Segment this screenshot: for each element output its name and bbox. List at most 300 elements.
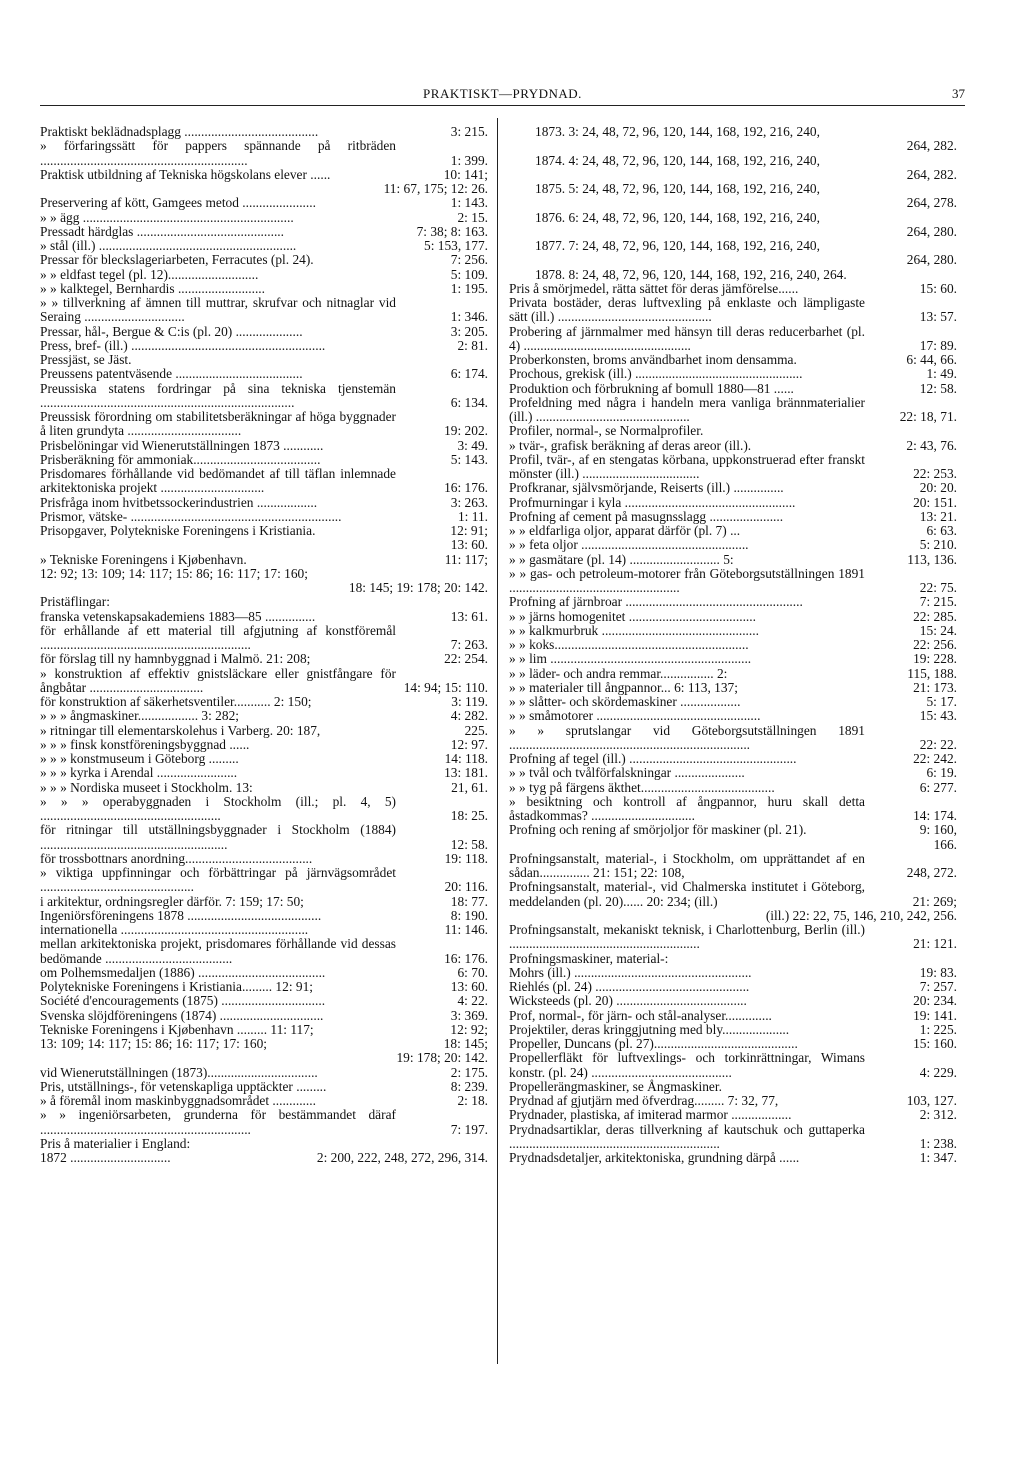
- entry-text: Profningsanstalt, material-, vid Chalmerska institutet i Göteborg, meddelanden (pl. 20)...... 20: 234; (ill.): [509, 879, 865, 909]
- entry-text: » » eldfarliga oljor, apparat därför (pl. 7) ...: [509, 523, 741, 538]
- entry-reference: 13: 60.: [450, 537, 488, 553]
- index-entry: [40, 1094, 488, 1108]
- index-entry: [40, 823, 488, 852]
- entry-reference: 248, 272.: [906, 865, 957, 880]
- index-entry: [509, 923, 957, 952]
- entry-reference: 5: 210.: [919, 537, 957, 553]
- index-entry: [40, 268, 488, 282]
- entry-reference: 103, 127.: [906, 1093, 957, 1108]
- header-rule: [40, 105, 965, 106]
- entry-text: » » småmotorer .................................................: [509, 708, 761, 724]
- index-entry: [40, 325, 488, 339]
- index-entry: [509, 1037, 957, 1051]
- entry-text: Proberkonsten, broms användbarhet inom densamma.: [509, 352, 797, 367]
- entry-reference: 2: 43, 76.: [906, 437, 957, 453]
- index-entry: [509, 496, 957, 510]
- index-entry: [509, 852, 957, 881]
- index-entry: [40, 581, 488, 595]
- year-entry: [509, 125, 957, 154]
- entry-text: Profningsanstalt, mekaniskt teknisk, i Charlottenburg, Berlin (ill.) .........................................................: [509, 922, 865, 952]
- index-entry: [509, 823, 957, 837]
- index-entry: [509, 282, 957, 296]
- entry-text: » » gasmätare (pl. 14) ........................... 5:: [509, 551, 734, 567]
- entry-reference: 18: 145;: [443, 1036, 488, 1051]
- entry-text: Profning och rening af smörjoljor för maskiner (pl. 21).: [509, 822, 807, 838]
- year-entry: [509, 239, 957, 268]
- entry-text: Prismor, vätske- ...............................................................: [40, 508, 342, 524]
- entry-reference: 13: 21.: [919, 508, 957, 524]
- entry-reference: 13: 60.: [450, 979, 488, 994]
- entry-text: Praktisk utbildning af Tekniska högskolans elever ......: [40, 166, 331, 182]
- entry-text: » stål (ill.) ...........................................................: [40, 238, 297, 253]
- entry-text: Tekniske Foreningens i Kjøbenhavn ......... 11: 117;: [40, 1021, 314, 1037]
- entry-reference: 22: 254.: [444, 651, 488, 667]
- index-entry: [509, 567, 957, 596]
- entry-text: Prof, normal-, för järn- och stål-analyser..............: [509, 1007, 772, 1023]
- entry-reference: 20: 116.: [444, 879, 488, 895]
- year-entry: [509, 154, 957, 183]
- index-entry: [40, 909, 488, 923]
- index-entry: [40, 467, 488, 496]
- index-entry: [40, 895, 488, 909]
- entry-text: Probering af järnmalmer med hänsyn till deras reducerbarhet (pl. 4) ..................................................: [509, 323, 865, 353]
- entry-text: » » gas- och petroleum-motorer från Göteborgsutställningen 1891 ...................................................: [509, 565, 865, 595]
- entry-text: » » eldfast tegel (pl. 12)...........................: [40, 266, 259, 282]
- entry-text: Pris, utställnings-, för vetenskapliga upptäckter .........: [40, 1078, 327, 1094]
- index-entry: [40, 980, 488, 994]
- entry-reference: 21: 121.: [913, 936, 957, 952]
- entry-text: » » » ångmaskiner.................. 3: 282;: [40, 708, 239, 724]
- entry-text: Profningsmaskiner, material-:: [509, 950, 669, 966]
- index-entry: [509, 367, 957, 381]
- index-entry: [40, 1023, 488, 1037]
- index-entry: [40, 667, 488, 696]
- index-entry: [40, 253, 488, 267]
- entry-reference: 8: 190.: [450, 907, 488, 923]
- index-entry: [509, 1108, 957, 1122]
- entry-reference: 1: 399.: [450, 152, 488, 168]
- entry-reference: 5: 143.: [450, 451, 488, 467]
- entry-reference: 3: 369.: [450, 1007, 488, 1023]
- entry-reference: (ill.) 22: 22, 75, 146, 210, 242, 256.: [765, 907, 957, 923]
- index-entry: [40, 496, 488, 510]
- entry-text: » förfaringssätt för pappers spännande på ritbräden ..............................................................: [40, 138, 396, 168]
- entry-reference: 15: 43.: [919, 708, 957, 724]
- entry-text: » » » Nordiska museet i Stockholm. 13:: [40, 779, 253, 795]
- entry-reference: 13: 57.: [919, 309, 957, 325]
- year-values-cont: 264, 280.: [906, 252, 957, 268]
- entry-reference: 4: 229.: [919, 1064, 957, 1080]
- entry-text: » » lim ............................................................: [509, 651, 752, 667]
- index-entry: [40, 453, 488, 467]
- entry-text: » » » operabyggnaden i Stockholm (ill.; pl. 4, 5) ......................................................: [40, 793, 396, 823]
- entry-text: om Polhemsmedaljen (1886) ......................................: [40, 964, 326, 980]
- entry-text: » » kalktegel, Bernhardis ..........................: [40, 280, 265, 296]
- year-label: 1878.: [535, 266, 566, 282]
- year-label: 1874.: [535, 152, 566, 168]
- year-label: 1873.: [535, 124, 566, 139]
- index-entry: [509, 1151, 957, 1165]
- index-entry: [40, 1108, 488, 1137]
- index-entry: [509, 681, 957, 695]
- index-entry: [509, 695, 957, 709]
- entry-reference: 166.: [933, 836, 957, 852]
- index-entry: [509, 1080, 957, 1094]
- index-entry: [40, 866, 488, 895]
- entry-text: » » » konstmuseum i Göteborg .........: [40, 751, 239, 766]
- right-entry-list: [509, 282, 957, 1166]
- entry-text: » » slåtter- och skördemaskiner ..................: [509, 694, 741, 709]
- entry-reference: 1: 49.: [926, 366, 957, 382]
- index-entry: [509, 880, 957, 909]
- entry-reference: 22: 256.: [913, 637, 957, 652]
- index-entry: [40, 1051, 488, 1065]
- entry-reference: 20: 20.: [919, 480, 957, 496]
- index-entry: [509, 1123, 957, 1152]
- entry-text: Mohrs (ill.) .....................................................: [509, 964, 752, 980]
- entry-text: Profil, tvär-, af en stengatas körbana, uppkonstruerad efter franskt mönster (ill.) ...................................: [509, 451, 865, 481]
- entry-reference: 21: 269;: [912, 893, 957, 909]
- entry-text: Profning af cement på masugnsslagg ......................: [509, 508, 784, 524]
- index-entry: [40, 724, 488, 738]
- index-entry: [40, 125, 488, 139]
- entry-reference: 6: 277.: [919, 779, 957, 795]
- entry-text: Prisberäkning för ammoniak......................................: [40, 451, 321, 467]
- index-entry: [40, 553, 488, 567]
- entry-reference: 11: 146.: [444, 922, 488, 937]
- entry-text: Preussisk förordning om stabilitetsberäkningar af höga byggnader å liten grundyta ..................................: [40, 409, 396, 439]
- index-entry: [509, 396, 957, 425]
- year-values: 6: 24, 48, 72, 96, 120, 144, 168, 192, 216, 240,: [565, 209, 820, 225]
- index-entry: [40, 524, 488, 538]
- entry-reference: 4: 282.: [450, 708, 488, 724]
- entry-reference: 5: 109.: [450, 266, 488, 282]
- entry-text: » » kalkmurbruk ...............................................: [509, 622, 759, 638]
- entry-text: Profmurningar i kyla ...................................................: [509, 494, 796, 510]
- year-values: 7: 24, 48, 72, 96, 120, 144, 168, 192, 216, 240,: [565, 238, 820, 253]
- entry-text: » » sprutslangar vid Göteborgsutställningen 1891 ........................................................................: [509, 722, 865, 752]
- entry-reference: 14: 94; 15: 110.: [403, 679, 488, 695]
- index-entry: [509, 752, 957, 766]
- page-number: 37: [952, 86, 965, 101]
- index-entry: [509, 553, 957, 567]
- index-entry: [40, 211, 488, 225]
- entry-text: Profiler, normal-, se Normalprofiler.: [509, 423, 704, 439]
- index-entry: [509, 595, 957, 609]
- year-values: 5: 24, 48, 72, 96, 120, 144, 168, 192, 216, 240,: [565, 181, 820, 196]
- entry-text: Prydnadsartiklar, deras tillverkning af kautschuk och guttaperka ...............................................................: [509, 1121, 865, 1151]
- entry-text: » å föremål inom maskinbyggnadsområdet .............: [40, 1093, 316, 1108]
- entry-reference: 19: 141.: [913, 1007, 957, 1023]
- index-entry: [509, 524, 957, 538]
- index-entry: [509, 952, 957, 966]
- index-entry: [40, 1137, 488, 1151]
- year-label: 1875.: [535, 181, 566, 196]
- running-title: PRAKTISKT—PRYDNAD.: [423, 86, 582, 101]
- entry-text: franska vetenskapsakademiens 1883—85 ...............: [40, 608, 316, 624]
- index-entry: [509, 667, 957, 681]
- index-entry: [509, 439, 957, 453]
- index-entry: [40, 1037, 488, 1051]
- entry-text: Profkranar, självsmörjande, Reiserts (ill.) ...............: [509, 480, 784, 496]
- entry-text: Profning af järnbroar .....................................................: [509, 594, 803, 610]
- entry-reference: 19: 83.: [919, 964, 957, 980]
- index-entry: [40, 139, 488, 168]
- index-entry: [40, 1066, 488, 1080]
- index-entry: [509, 382, 957, 396]
- entry-text: » » läder- och andra remmar................ 2:: [509, 665, 728, 681]
- year-label: 1876.: [535, 209, 566, 225]
- index-entry: [509, 795, 957, 824]
- entry-text: Produktion och förbrukning af bomull 1880—81 ......: [509, 380, 794, 396]
- entry-text: för erhållande af ett material till afgjutning af konstföremål ...............................................................: [40, 622, 396, 652]
- entry-reference: 19: 178; 20: 142.: [396, 1050, 488, 1066]
- year-label: 1877.: [535, 238, 566, 253]
- index-entry: [40, 567, 488, 581]
- entry-text: för ritningar till utställningsbyggnader i Stockholm (1884) ........................................................: [40, 822, 396, 852]
- entry-text: » » » kyrka i Arendal ........................: [40, 765, 238, 781]
- entry-text: » » » finsk konstföreningsbyggnad ......: [40, 736, 250, 752]
- entry-reference: 22: 285.: [913, 608, 957, 624]
- index-entry: [509, 638, 957, 652]
- entry-text: Praktiskt beklädnadsplagg ........................................: [40, 124, 319, 139]
- index-entry: [509, 538, 957, 552]
- entry-text: » tvär-, grafisk beräkning af deras areor (ill.).: [509, 437, 752, 453]
- index-entry: [40, 994, 488, 1008]
- entry-reference: 2: 200, 222, 248, 272, 296, 314.: [316, 1150, 488, 1165]
- entry-text: » » järns homogenitet ......................................: [509, 608, 756, 624]
- entry-reference: 16: 176.: [444, 950, 488, 966]
- index-entry: [40, 752, 488, 766]
- index-entry: [509, 1023, 957, 1037]
- column-divider: [497, 118, 498, 1364]
- entry-reference: 6: 19.: [926, 765, 957, 781]
- index-entry: [40, 538, 488, 552]
- index-entry: [40, 709, 488, 723]
- entry-text: » konstruktion af effektiv gnistsläckare eller gnistfångare för ångbåtar ..................................: [40, 665, 396, 695]
- entry-text: Polytekniske Foreningens i Kristiania......... 12: 91;: [40, 979, 313, 994]
- index-entry: [509, 510, 957, 524]
- entry-text: Pressadt härdglas ............................................: [40, 223, 284, 239]
- index-entry: [509, 838, 957, 852]
- entry-reference: 20: 234.: [913, 993, 957, 1009]
- entry-text: Preussiska statens fordringar på sina tekniska tjenstemän ............................................................................: [40, 380, 396, 410]
- entry-reference: 21: 173.: [913, 679, 957, 695]
- entry-text: Pris å materialier i England:: [40, 1135, 191, 1151]
- entry-text: Prisdomares förhållande vid bedömandet af till täflan inlemnade arkitektoniska projekt ...............................: [40, 466, 396, 496]
- entry-reference: 7: 197.: [450, 1121, 488, 1137]
- index-entry: [509, 781, 957, 795]
- page-header: [40, 86, 965, 106]
- index-entry: [40, 766, 488, 780]
- entry-reference: 4: 22.: [457, 993, 488, 1009]
- entry-reference: 14: 118.: [444, 751, 488, 766]
- entry-reference: 15: 160.: [913, 1036, 957, 1051]
- index-entry: [40, 296, 488, 325]
- entry-reference: 9: 160,: [919, 822, 957, 838]
- entry-text: Ingeniörsföreningens 1878 ........................................: [40, 907, 322, 923]
- entry-reference: 19: 202.: [444, 423, 488, 439]
- entry-text: Pressar för bleckslageriarbeten, Ferracutes (pl. 24).: [40, 252, 314, 268]
- index-entry: [40, 852, 488, 866]
- entry-reference: 6: 134.: [450, 394, 488, 410]
- entry-text: » » tyg på färgens äkthet........................................: [509, 779, 775, 795]
- index-entry: [509, 424, 957, 438]
- index-entry: [40, 239, 488, 253]
- index-entry: [509, 966, 957, 980]
- entry-reference: 12: 91;: [450, 523, 488, 538]
- entry-reference: 3: 119.: [451, 694, 488, 709]
- entry-text: » » feta oljor ..................................................: [509, 537, 749, 553]
- entry-text: Projektiler, deras kringgjutning med bly....................: [509, 1021, 790, 1037]
- entry-text: vid Wienerutställningen (1873).................................: [40, 1064, 318, 1080]
- entry-reference: 11: 67, 175; 12: 26.: [383, 181, 488, 196]
- entry-reference: 225.: [464, 722, 488, 738]
- entry-text: Profeldning med några i handeln mera vanliga brännmaterialier (ill.) ..............................................: [509, 394, 865, 424]
- index-entry: [40, 353, 488, 367]
- index-entry: [40, 339, 488, 353]
- entry-reference: 3: 215.: [450, 124, 488, 139]
- entry-reference: 6: 174.: [450, 366, 488, 382]
- entry-reference: 7: 256.: [450, 252, 488, 268]
- entry-text: » » koks..........................................................: [509, 637, 749, 652]
- index-entry: [40, 795, 488, 824]
- entry-text: Prisopgaver, Polytekniske Foreningens i Kristiania.: [40, 523, 316, 538]
- year-values: 8: 24, 48, 72, 96, 120, 144, 168, 192, 216, 240, 264.: [565, 266, 847, 282]
- index-entry: [509, 610, 957, 624]
- index-entry: [40, 652, 488, 666]
- year-entry: [509, 268, 957, 282]
- entry-reference: 21, 61.: [451, 779, 488, 795]
- index-entry: [40, 168, 488, 182]
- entry-reference: 18: 25.: [450, 808, 488, 823]
- entry-text: Pris å smörjmedel, rätta sättet för deras jämförelse......: [509, 280, 799, 296]
- entry-text: 12: 92; 13: 109; 14: 117; 15: 86; 16: 117; 17: 160;: [40, 565, 308, 581]
- entry-reference: 19: 118.: [444, 850, 488, 866]
- entry-text: 13: 109; 14: 117; 15: 86; 16: 117; 17: 160;: [40, 1036, 268, 1051]
- index-entry: [40, 937, 488, 966]
- index-entry: [40, 1009, 488, 1023]
- index-entry: [40, 182, 488, 196]
- index-entry: [40, 282, 488, 296]
- year-entry: [509, 211, 957, 240]
- index-entry: [40, 923, 488, 937]
- entry-reference: 7: 215.: [919, 594, 957, 610]
- entry-text: Press, bref- (ill.) ..........................................................: [40, 337, 326, 353]
- index-entry: [509, 1009, 957, 1023]
- entry-text: internationella ........................................................: [40, 922, 309, 937]
- index-entry: [40, 695, 488, 709]
- index-entry: [40, 439, 488, 453]
- year-values-cont: 264, 280.: [906, 223, 957, 239]
- index-entry: [509, 624, 957, 638]
- entry-reference: 1: 346.: [450, 309, 488, 325]
- entry-reference: 22: 18, 71.: [899, 409, 957, 424]
- entry-text: Prydnad af gjutjärn med öfverdrag......... 7: 32, 77,: [509, 1093, 779, 1108]
- year-values-cont: 264, 278.: [906, 195, 957, 211]
- entry-reference: 2: 18.: [457, 1093, 488, 1108]
- entry-reference: 10: 141;: [443, 166, 488, 182]
- entry-reference: 5: 153, 177.: [424, 238, 488, 253]
- entry-text: » besiktning och kontroll af ångpannor, huru skall detta åstadkommas? ...............................: [509, 793, 865, 823]
- entry-reference: 8: 239.: [450, 1078, 488, 1094]
- entry-text: Preussens patentväsende ......................................: [40, 366, 303, 382]
- entry-text: » » ingeniörsarbeten, grunderna för bestämmandet däraf ...............................................................: [40, 1107, 396, 1137]
- entry-reference: 22: 22.: [919, 736, 957, 752]
- entry-reference: 2: 81.: [457, 337, 488, 353]
- entry-reference: 15: 24.: [919, 622, 957, 638]
- entry-reference: 15: 60.: [919, 280, 957, 296]
- entry-reference: 16: 176.: [444, 480, 488, 496]
- entry-reference: 2: 312.: [919, 1107, 957, 1123]
- index-entry: [40, 225, 488, 239]
- entry-reference: 20: 151.: [913, 494, 957, 510]
- entry-reference: 2: 15.: [457, 209, 488, 225]
- entry-text: Prydnadsdetaljer, arkitektoniska, grundning därpå ......: [509, 1150, 800, 1165]
- entry-reference: 22: 253.: [913, 466, 957, 481]
- entry-reference: 3: 263.: [450, 494, 488, 510]
- entry-text: Pristäflingar:: [40, 594, 110, 610]
- index-entry: [509, 994, 957, 1008]
- index-entry: [509, 909, 957, 923]
- entry-text: Prochous, grekisk (ill.) ..................................................: [509, 366, 803, 382]
- entry-text: Propeller, Duncans (pl. 27)...........................................: [509, 1036, 798, 1051]
- index-entry: [509, 353, 957, 367]
- index-entry: [40, 196, 488, 210]
- entry-text: Preservering af kött, Gamgees metod ......................: [40, 195, 316, 211]
- entry-text: Svenska slöjdföreningens (1874) ...............................: [40, 1007, 324, 1023]
- index-entry: [40, 1151, 488, 1165]
- entry-text: Propellerfläkt för luftvexlings- och torkinrättningar, Wimans konstr. (pl. 24) ..........................................: [509, 1050, 865, 1080]
- index-entry: [509, 296, 957, 325]
- entry-reference: 19: 228.: [913, 651, 957, 667]
- index-entry: [40, 367, 488, 381]
- index-entry: [509, 980, 957, 994]
- entry-reference: 1: 11.: [457, 508, 488, 524]
- entry-text: Propellerängmaskiner, se Ångmaskiner.: [509, 1078, 722, 1094]
- index-entry: [509, 453, 957, 482]
- entry-text: » » materialer till ångpannor... 6: 113, 137;: [509, 679, 738, 695]
- entry-text: Riehlés (pl. 24) ..............................................: [509, 979, 750, 994]
- entry-reference: 18: 77.: [450, 893, 488, 909]
- year-entry: [509, 182, 957, 211]
- entry-text: för förslag till ny hamnbyggnad i Malmö. 21: 208;: [40, 651, 311, 667]
- entry-reference: 3: 205.: [450, 323, 488, 339]
- entry-reference: 6: 44, 66.: [906, 352, 957, 367]
- index-entry: [509, 1094, 957, 1108]
- entry-reference: 6: 63.: [926, 523, 957, 538]
- year-values-cont: 264, 282.: [906, 166, 957, 182]
- entry-reference: 12: 58.: [450, 836, 488, 852]
- entry-reference: 2: 175.: [450, 1064, 488, 1080]
- entry-reference: 1: 143.: [450, 195, 488, 211]
- index-entry: [509, 766, 957, 780]
- index-entry: [509, 709, 957, 723]
- index-entry: [40, 1080, 488, 1094]
- left-column: [40, 125, 488, 1165]
- year-values-cont: 264, 282.: [906, 138, 957, 154]
- entry-text: mellan arkitektoniska projekt, prisdomares förhållande vid dessas bedömande ......................................: [40, 936, 396, 966]
- entry-text: Privata bostäder, deras luftvexling på enklaste och lämpligaste sätt (ill.) ..............................................: [509, 295, 865, 325]
- entry-text: för trossbottnars anordning......................................: [40, 850, 313, 866]
- index-entry: [509, 652, 957, 666]
- entry-text: Prisbelöningar vid Wienerutställningen 1873 ............: [40, 437, 324, 453]
- entry-text: Prydnader, plastiska, af imiterad marmor ..................: [509, 1107, 792, 1123]
- index-entry: [509, 1051, 957, 1080]
- entry-reference: 1: 238.: [919, 1135, 957, 1151]
- index-entry: [40, 624, 488, 653]
- entry-reference: 7: 38; 8: 163.: [416, 223, 488, 239]
